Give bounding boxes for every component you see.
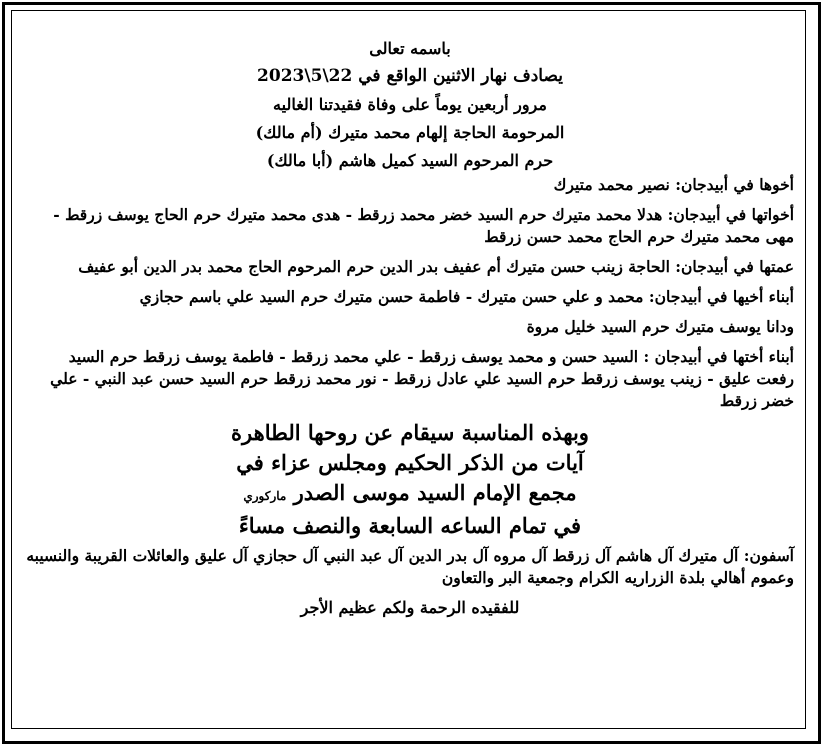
announcement-line-2: آيات من الذكر الحكيم ومجلس عزاء في — [236, 450, 584, 475]
venue-name: مجمع الإمام السيد موسى الصدر — [293, 480, 577, 505]
sisters-paragraph: أخواتها في أبيدجان: هدلا محمد متيرك حرم السيد خضر محمد زرقط - هدى محمد متيرك حرم الحاج يوسف زرقط - مهى محمد متيرك حرم الحاج محمد حسن زرقط — [53, 205, 794, 246]
occasion-line: مرور أربعين يوماً على وفاة فقيدتنا الغاليه — [273, 95, 547, 114]
announcement-line-1: وبهذه المناسبة سيقام عن روحها الطاهرة — [231, 420, 589, 445]
date-line: يصادف نهار الاثنين الواقع في 22\5\2023 — [257, 66, 563, 86]
announcement-block — [26, 418, 794, 541]
aunt-paragraph: عمتها في أبيدجان: الحاجة زينب حسن متيرك أم عفيف بدر الدين حرم المرحوم الحاج محمد بدر الدين أبو عفيف — [78, 257, 794, 276]
brother-paragraph: أخوها في أبيدجان: نصير محمد متيرك — [553, 175, 794, 194]
brother-children-paragraph-2: ودانا يوسف متيرك حرم السيد خليل مروة — [526, 317, 794, 336]
closing-line: للفقيده الرحمة ولكم عظيم الأجر — [300, 598, 520, 617]
invocation: باسمه تعالى — [369, 39, 451, 58]
notice-header — [26, 40, 794, 169]
deceased-name: المرحومة الحاجة إلهام محمد متيرك (أم مالك) — [255, 123, 565, 142]
spouse-line: حرم المرحوم السيد كميل هاشم (أبا مالك) — [266, 151, 554, 170]
announcement-line-4: في تمام الساعه السابعة والنصف مساءً — [238, 513, 582, 538]
venue-tag: ماركوري — [243, 489, 287, 503]
brother-children-paragraph: أبناء أخيها في أبيدجان: محمد و علي حسن متيرك - فاطمة حسن متيرك حرم السيد علي باسم حجازي — [139, 287, 794, 306]
announcement-line-3 — [26, 478, 794, 511]
sister-children-paragraph: أبناء أختها في أبيدجان : السيد حسن و محمد يوسف زرقط - علي محمد زرقط - فاطمة يوسف زرقط حرم السيد رفعت عليق - زينب يوسف زرقط حرم السيد علي عادل زرقط - نور محمد زرقط حرم السيد حسن عبد النبي - علي خضر زرقط — [50, 347, 794, 410]
mourners-paragraph: آسفون: آل متيرك آل هاشم آل زرقط آل مروه آل بدر الدين آل عبد النبي آل حجازي آل عليق والعائلات القريبة والنسيبه وعموم أهالي بلدة الزراريه الكرام وجمعية البر والتعاون — [26, 546, 794, 587]
obituary-notice — [26, 40, 794, 619]
